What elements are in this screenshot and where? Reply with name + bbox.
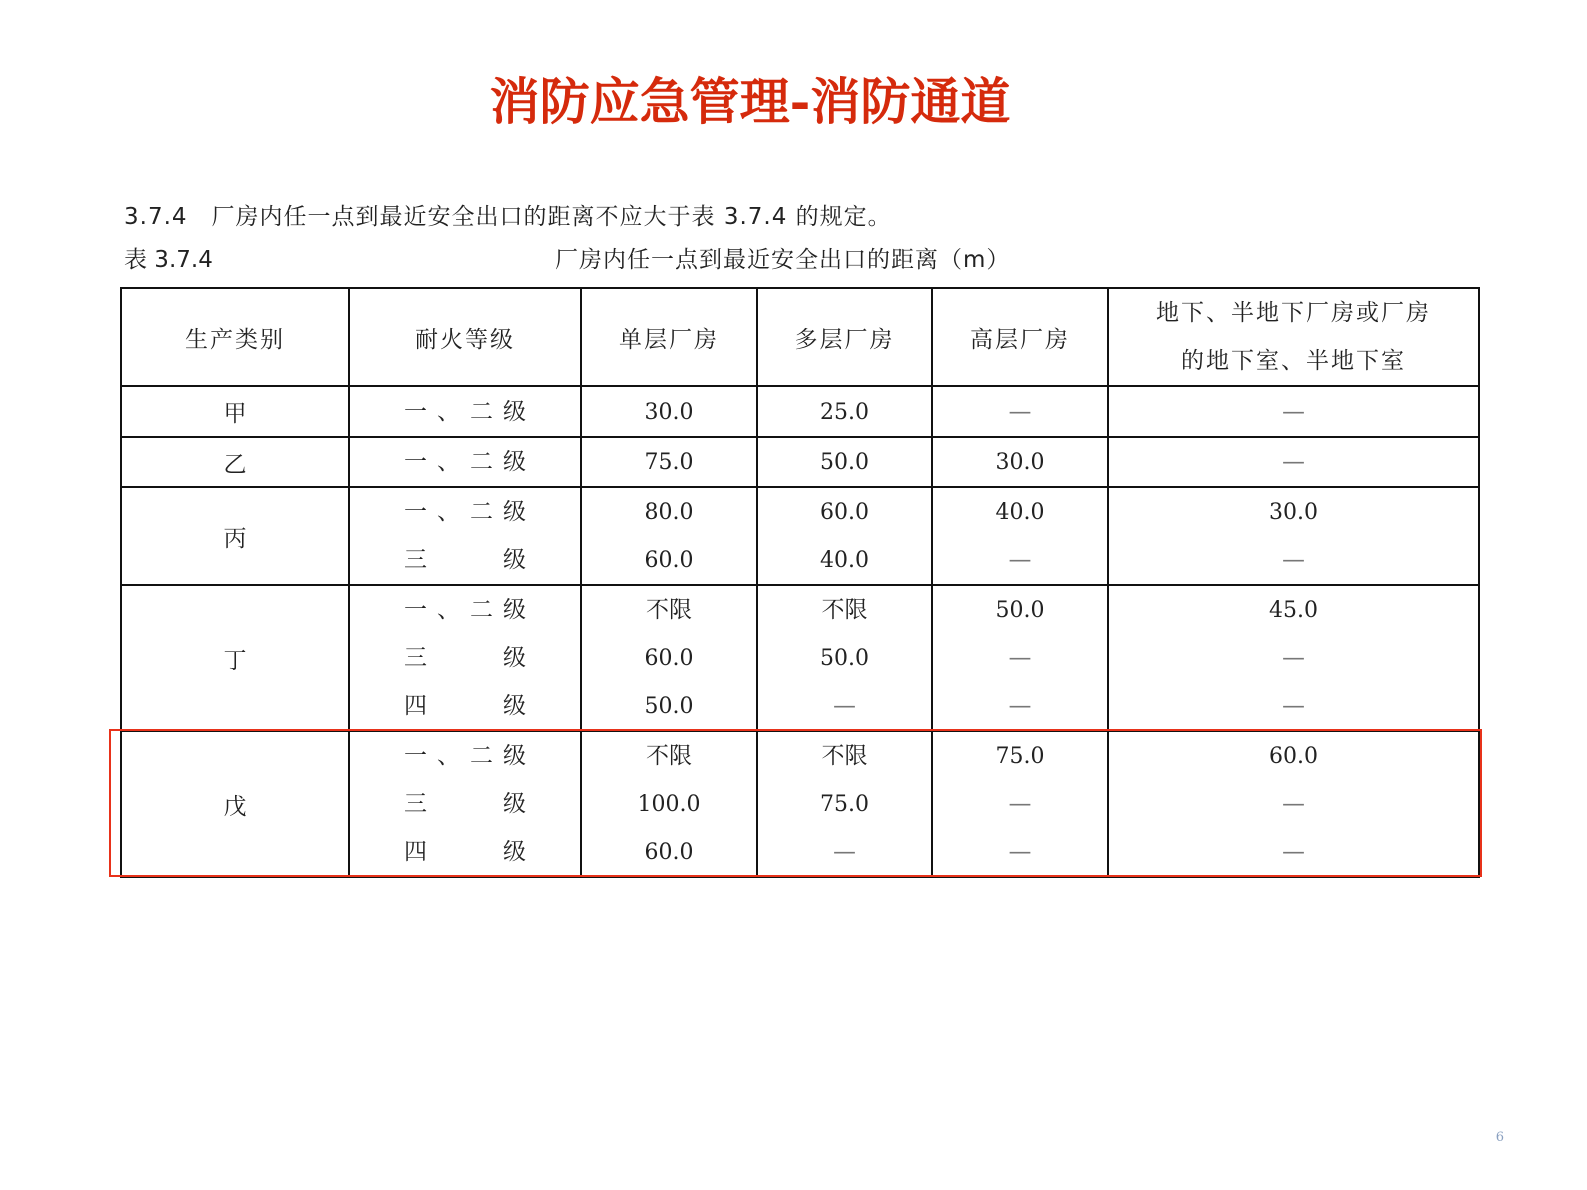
multi-value: 不限 (821, 597, 868, 623)
grades-value: 四级 (404, 693, 526, 719)
basement-cell (1108, 731, 1479, 877)
grades-line (350, 488, 580, 536)
grades-line (350, 780, 580, 828)
high-line (933, 732, 1107, 780)
grades-line (350, 438, 580, 486)
single-line (582, 586, 756, 634)
grades-cell (349, 585, 581, 731)
basement-value: 30.0 (1269, 500, 1318, 525)
multi-value: — (833, 839, 856, 865)
grades-line (350, 682, 580, 730)
single-value: 75.0 (644, 450, 694, 475)
high-line (933, 682, 1107, 730)
basement-line (1109, 586, 1478, 634)
header-cell: 耐火等级 (349, 288, 581, 386)
multi-line (758, 586, 931, 634)
high-line (933, 634, 1107, 682)
high-cell (932, 487, 1108, 585)
multi-line (758, 388, 931, 436)
table-row (121, 437, 1479, 487)
grades-value: 四级 (404, 839, 526, 865)
single-value: 50.0 (644, 694, 694, 719)
grades-line (350, 586, 580, 634)
multi-line (758, 780, 931, 828)
single-value: 80.0 (644, 500, 694, 525)
basement-line (1109, 388, 1478, 436)
table-number: 表 3.7.4 (124, 247, 213, 273)
single-line (582, 536, 756, 584)
multi-line (758, 682, 931, 730)
multi-line (758, 634, 931, 682)
single-cell (581, 585, 757, 731)
table-header-row (121, 288, 1479, 386)
basement-cell (1108, 487, 1479, 585)
high-line (933, 780, 1107, 828)
single-cell (581, 731, 757, 877)
grades-line (350, 732, 580, 780)
grades-value: 三级 (404, 547, 526, 573)
basement-value: 60.0 (1269, 744, 1318, 769)
grades-value: 三级 (404, 791, 526, 817)
single-cell (581, 386, 757, 437)
grades-value: 一、二级 (404, 499, 526, 525)
high-value: — (1008, 547, 1032, 573)
multi-value: 不限 (821, 743, 868, 769)
table-row (121, 585, 1479, 731)
multi-value: 60.0 (820, 500, 869, 525)
basement-line (1109, 438, 1478, 486)
category-cell: 乙 (121, 437, 349, 487)
multi-line (758, 536, 931, 584)
high-line (933, 488, 1107, 536)
category-cell: 丁 (121, 585, 349, 731)
high-cell (932, 731, 1108, 877)
grades-cell (349, 437, 581, 487)
high-value: 30.0 (995, 450, 1045, 475)
high-line (933, 828, 1107, 876)
multi-cell (757, 386, 932, 437)
high-value: — (1008, 398, 1032, 425)
high-value: 40.0 (995, 500, 1045, 525)
table-caption: 厂房内任一点到最近安全出口的距离（m） (555, 247, 1011, 273)
single-value: 不限 (646, 597, 692, 623)
single-line (582, 828, 756, 876)
grades-value: 一、二级 (404, 449, 526, 475)
header-cell: 多层厂房 (757, 288, 932, 386)
grades-cell (349, 731, 581, 877)
header-cell: 生产类别 (121, 288, 349, 386)
grades-line (350, 828, 580, 876)
multi-value: 40.0 (820, 548, 869, 573)
grades-cell (349, 386, 581, 437)
single-line (582, 388, 756, 436)
multi-line (758, 732, 931, 780)
high-cell (932, 585, 1108, 731)
single-value: 30.0 (644, 399, 694, 425)
high-line (933, 586, 1107, 634)
multi-value: 25.0 (820, 399, 869, 425)
multi-cell (757, 731, 932, 877)
grades-cell (349, 487, 581, 585)
single-line (582, 438, 756, 486)
high-value: — (1008, 645, 1032, 671)
high-line (933, 536, 1107, 584)
page-number: 6 (1495, 1130, 1504, 1145)
high-cell (932, 386, 1108, 437)
basement-value: — (1282, 839, 1305, 865)
grades-value: 三级 (404, 645, 526, 671)
high-line (933, 438, 1107, 486)
single-value: 100.0 (637, 792, 701, 817)
high-value: 75.0 (995, 744, 1045, 769)
basement-line (1109, 682, 1478, 730)
basement-cell (1108, 585, 1479, 731)
grades-value: 一、二级 (404, 743, 526, 769)
basement-value: — (1282, 547, 1305, 573)
multi-cell (757, 585, 932, 731)
grades-line (350, 388, 580, 436)
multi-line (758, 828, 931, 876)
basement-line (1109, 536, 1478, 584)
single-cell (581, 437, 757, 487)
basement-value: — (1282, 791, 1305, 817)
multi-cell (757, 487, 932, 585)
high-value: — (1008, 791, 1032, 817)
distance-table (120, 287, 1480, 878)
single-line (582, 732, 756, 780)
high-line (933, 388, 1107, 436)
basement-line (1109, 780, 1478, 828)
high-cell (932, 437, 1108, 487)
category-cell: 丙 (121, 487, 349, 585)
grades-value: 一、二级 (404, 597, 526, 623)
single-line (582, 780, 756, 828)
single-line (582, 634, 756, 682)
single-value: 60.0 (644, 840, 694, 865)
multi-value: 50.0 (820, 450, 869, 475)
basement-value: 45.0 (1269, 598, 1318, 623)
single-line (582, 488, 756, 536)
multi-line (758, 438, 931, 486)
high-value: 50.0 (995, 598, 1045, 623)
basement-value: — (1282, 693, 1305, 719)
grades-value: 一、二级 (404, 398, 526, 425)
basement-line (1109, 634, 1478, 682)
multi-cell (757, 437, 932, 487)
header-line: 的地下室、半地下室 (1181, 348, 1406, 374)
table-row (121, 731, 1479, 877)
multi-value: 75.0 (820, 792, 869, 817)
single-cell (581, 487, 757, 585)
multi-value: — (833, 693, 856, 719)
basement-cell (1108, 386, 1479, 437)
basement-line (1109, 732, 1478, 780)
high-value: — (1008, 693, 1032, 719)
header-cell: 单层厂房 (581, 288, 757, 386)
grades-line (350, 536, 580, 584)
single-value: 60.0 (644, 548, 694, 573)
basement-cell (1108, 437, 1479, 487)
high-value: — (1008, 839, 1032, 865)
slide-title: 消防应急管理-消防通道 (489, 72, 1011, 131)
single-value: 60.0 (644, 646, 694, 671)
multi-line (758, 488, 931, 536)
table-row (121, 386, 1479, 437)
header-line: 地下、半地下厂房或厂房 (1156, 300, 1431, 326)
table-row (121, 487, 1479, 585)
basement-value: — (1282, 449, 1305, 475)
basement-value: — (1282, 645, 1305, 671)
single-line (582, 682, 756, 730)
header-cell (1108, 288, 1479, 386)
multi-value: 50.0 (820, 646, 869, 671)
single-value: 不限 (646, 743, 692, 769)
category-cell: 戊 (121, 731, 349, 877)
grades-line (350, 634, 580, 682)
basement-line (1109, 828, 1478, 876)
category-cell: 甲 (121, 386, 349, 437)
basement-value: — (1282, 398, 1305, 425)
basement-line (1109, 488, 1478, 536)
header-cell: 高层厂房 (932, 288, 1108, 386)
clause-text: 3.7.4 厂房内任一点到最近安全出口的距离不应大于表 3.7.4 的规定。 (124, 204, 892, 230)
